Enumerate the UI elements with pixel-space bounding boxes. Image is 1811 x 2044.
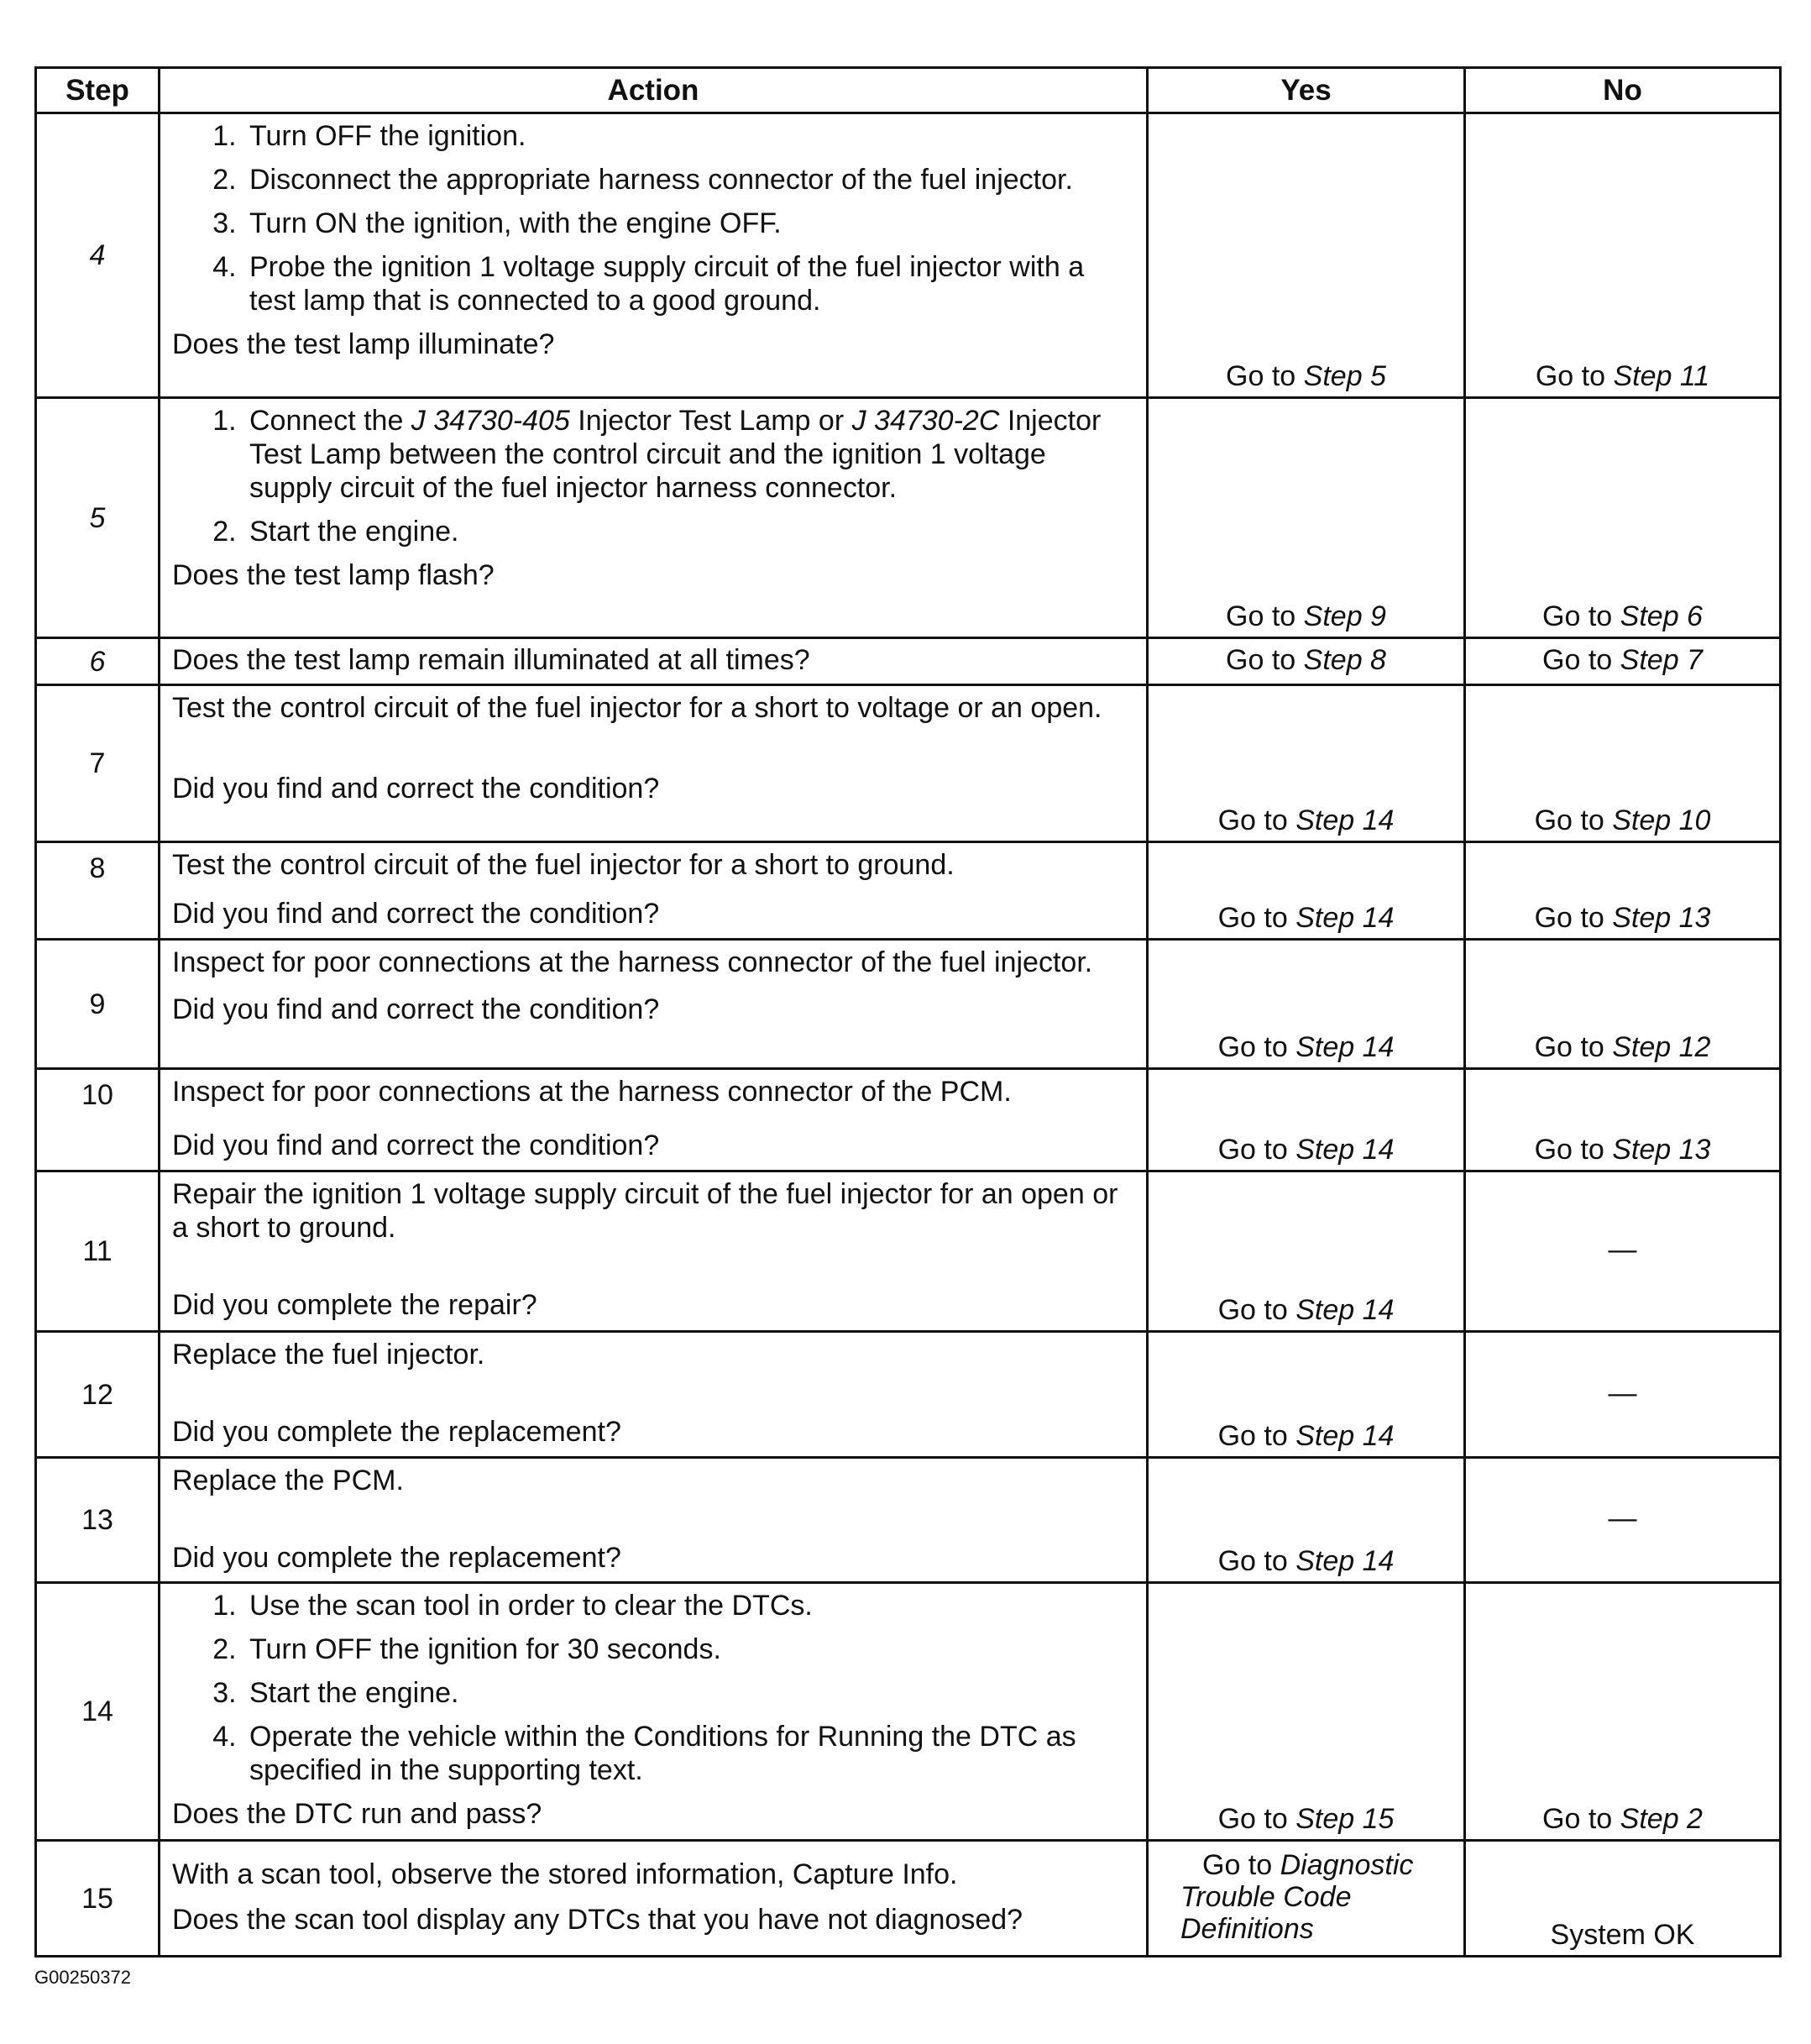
action-cell [160,1583,1148,1841]
goto-prefix: Go to [1217,1545,1288,1577]
goto-prefix: Go to [1534,1134,1604,1166]
action-text: With a scan tool, observe the stored information, Capture Info. [172,1858,958,1890]
action-text: Test the control circuit of the fuel injector for a short to voltage or an open. [172,692,1102,724]
no-cell [1465,113,1781,398]
table-row [36,1841,1781,1957]
no-cell [1465,1583,1781,1841]
action-cell [160,1332,1148,1458]
yes-cell [1148,940,1465,1069]
no-step-link[interactable]: Step 2 [1620,1803,1703,1835]
yes-step-link[interactable]: Step 14 [1295,1294,1395,1326]
yes-step-link[interactable]: Step 8 [1303,643,1386,676]
yes-step-link[interactable]: Step 14 [1295,1545,1395,1577]
list-item: 2. Turn OFF the ignition for 30 seconds. [244,1633,1133,1666]
no-cell [1465,1458,1781,1583]
list-item-text: Injector Test Lamp between the control circuit and the ignition 1 voltage supply circuit of the fuel injector harness connector. [249,405,1102,504]
action-cell [160,638,1148,685]
tool-name: J 34730-2C [851,405,1000,437]
action-text: Inspect for poor connections at the harness connector of the PCM. [172,1076,1012,1108]
yes-link-line3: Definitions [1180,1912,1314,1945]
action-cell [160,1171,1148,1332]
table-row [36,1332,1781,1458]
yes-step-link[interactable]: Step 14 [1295,1420,1395,1452]
step-number: 11 [36,1171,160,1332]
no-cell [1465,685,1781,842]
list-item: 4. Probe the ignition 1 voltage supply circuit of the fuel injector with a test lamp that is connected to a good ground. [244,250,1133,317]
list-item-text: Injector Test Lamp or [569,405,852,437]
list-item: 2. Start the engine. [244,515,1133,548]
step-number: 7 [36,685,160,842]
action-cell [160,1069,1148,1171]
yes-cell [1148,1458,1465,1583]
list-item: 1. Use the scan tool in order to clear the DTCs. [244,1589,1133,1622]
goto-prefix: Go to [1534,902,1604,934]
yes-cell [1148,1069,1465,1171]
list-item [244,404,1133,505]
action-cell [160,842,1148,940]
action-list [172,119,1133,317]
goto-prefix: Go to [1534,804,1604,836]
goto-prefix: Go to [1226,643,1296,676]
action-question: Did you find and correct the condition? [172,993,660,1025]
no-step-link[interactable]: Step 11 [1613,360,1710,392]
yes-cell [1148,1332,1465,1458]
action-text: Replace the PCM. [172,1465,404,1496]
step-number: 10 [36,1069,160,1171]
step-number: 8 [36,842,160,940]
action-question: Does the test lamp illuminate? [172,328,555,360]
action-cell [160,1841,1148,1957]
yes-cell [1148,1171,1465,1332]
action-question: Did you find and correct the condition? [172,1129,660,1161]
header-row [36,68,1781,113]
tool-name: J 34730-405 [411,405,570,437]
action-text: Repair the ignition 1 voltage supply circuit of the fuel injector for an open or a short to ground. [172,1178,1118,1244]
list-item: 4. Operate the vehicle within the Conditions for Running the DTC as specified in the supporting text. [244,1720,1133,1787]
yes-cell [1148,638,1465,685]
yes-step-link[interactable]: Step 15 [1295,1803,1395,1835]
yes-link-line1: Diagnostic [1280,1848,1414,1881]
no-step-link[interactable]: Step 12 [1612,1031,1711,1063]
no-cell [1465,398,1781,638]
goto-prefix: Go to [1217,1294,1288,1326]
table-row [36,1458,1781,1583]
yes-cell [1148,1583,1465,1841]
action-question: Does the scan tool display any DTCs that you have not diagnosed? [172,1903,1023,1936]
step-number: 6 [36,638,160,685]
goto-prefix: Go to [1542,1803,1613,1835]
no-dash: — [1608,1234,1637,1266]
action-cell [160,398,1148,638]
yes-link-line2: Trouble Code [1180,1880,1352,1913]
goto-prefix: Go to [1217,902,1288,934]
header-yes: Yes [1148,68,1465,113]
no-result: System OK [1550,1919,1695,1951]
yes-cell [1148,113,1465,398]
goto-prefix: Go to [1217,1420,1288,1452]
action-question: Did you complete the replacement? [172,1416,621,1448]
action-text: Inspect for poor connections at the harness connector of the fuel injector. [172,946,1093,978]
table-row [36,1069,1781,1171]
table-row [36,1583,1781,1841]
no-step-link[interactable]: Step 6 [1620,600,1703,632]
yes-cell [1148,842,1465,940]
no-cell [1465,1841,1781,1957]
goto-prefix: Go to [1226,600,1296,632]
goto-prefix: Go to [1217,1134,1288,1166]
no-dash: — [1608,1502,1637,1534]
step-number: 13 [36,1458,160,1583]
action-text: Replace the fuel injector. [172,1339,485,1371]
action-cell [160,940,1148,1069]
goto-prefix: Go to [1542,643,1613,676]
no-cell [1465,638,1781,685]
step-number: 4 [36,113,160,398]
yes-step-link[interactable]: Step 5 [1303,360,1386,392]
action-cell [160,113,1148,398]
header-no: No [1465,68,1781,113]
table-row [36,940,1781,1069]
action-question: Did you complete the replacement? [172,1542,621,1574]
goto-prefix: Go to [1534,1031,1604,1063]
goto-prefix: Go to [1217,804,1288,836]
no-dash: — [1608,1376,1637,1409]
yes-step-link[interactable]: Step 14 [1295,804,1395,836]
table-row [36,398,1781,638]
no-cell [1465,1069,1781,1171]
list-item: 2. Disconnect the appropriate harness connector of the fuel injector. [244,163,1133,197]
list-item: 3. Turn ON the ignition, with the engine OFF. [244,207,1133,240]
goto-prefix: Go to [1226,360,1296,392]
table-row [36,113,1781,398]
yes-cell [1148,685,1465,842]
action-list [172,404,1133,548]
no-step-link[interactable]: Step 10 [1612,804,1711,836]
goto-prefix: Go to [1217,1803,1288,1835]
table-row [36,1171,1781,1332]
figure-id: G00250372 [34,1967,131,1988]
no-step-link[interactable]: Step 13 [1612,902,1711,934]
list-item: 1. Turn OFF the ignition. [244,119,1133,153]
step-number: 5 [36,398,160,638]
goto-prefix: Go to [1542,600,1613,632]
table-row [36,842,1781,940]
no-step-link[interactable]: Step 7 [1620,643,1703,676]
step-number: 12 [36,1332,160,1458]
no-cell [1465,1171,1781,1332]
action-list [172,1589,1133,1787]
action-cell [160,1458,1148,1583]
yes-cell [1148,398,1465,638]
action-question: Did you complete the repair? [172,1289,537,1321]
yes-goto-multiline[interactable] [1149,1849,1463,1945]
table-row [36,638,1781,685]
header-step: Step [36,68,160,113]
list-item: 3. Start the engine. [244,1676,1133,1710]
header-action: Action [160,68,1148,113]
goto-prefix: Go to [1535,360,1606,392]
action-cell [160,685,1148,842]
no-cell [1465,940,1781,1069]
step-number: 9 [36,940,160,1069]
yes-cell [1148,1841,1465,1957]
list-item-text: Connect the [249,405,411,437]
yes-step-link[interactable]: Step 14 [1295,1134,1395,1166]
action-text: Test the control circuit of the fuel injector for a short to ground. [172,849,955,881]
yes-step-link[interactable]: Step 14 [1295,1031,1395,1063]
no-cell [1465,842,1781,940]
action-question: Did you find and correct the condition? [172,898,660,930]
diagnostic-table [34,66,1782,1958]
no-cell [1465,1332,1781,1458]
action-question: Does the DTC run and pass? [172,1798,542,1830]
action-question: Does the test lamp flash? [172,559,495,591]
action-question: Does the test lamp remain illuminated at all times? [172,643,810,676]
step-number: 14 [36,1583,160,1841]
step-number: 15 [36,1841,160,1957]
goto-prefix: Go to [1202,1848,1273,1881]
yes-step-link[interactable]: Step 14 [1295,902,1395,934]
yes-step-link[interactable]: Step 9 [1303,600,1386,632]
goto-prefix: Go to [1217,1031,1288,1063]
no-step-link[interactable]: Step 13 [1612,1134,1711,1166]
table-row [36,685,1781,842]
action-question: Did you find and correct the condition? [172,773,660,804]
